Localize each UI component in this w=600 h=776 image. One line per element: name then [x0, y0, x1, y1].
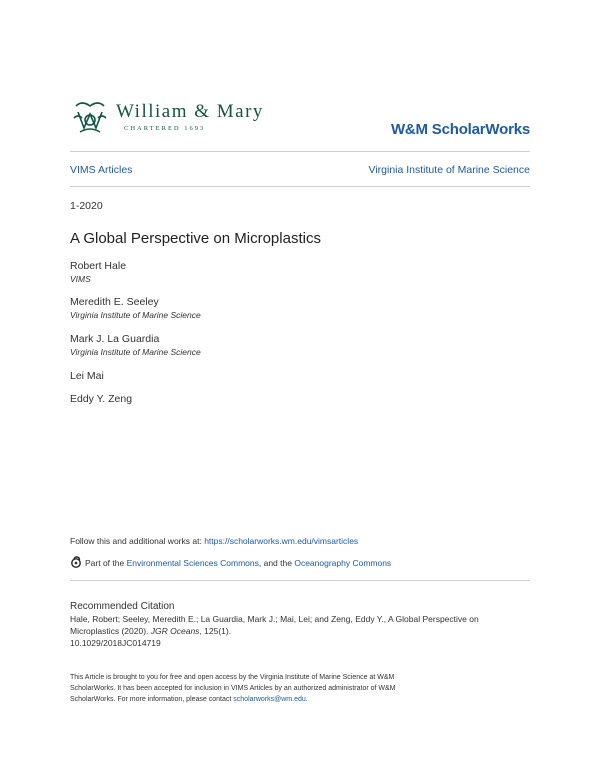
journal-name: JGR Oceans [150, 626, 200, 636]
collection-link[interactable]: VIMS Articles [70, 164, 133, 176]
doi: 10.1029/2018JC014719 [70, 638, 161, 648]
follow-prefix: Follow this and additional works at: [70, 536, 205, 546]
logo-charter: CHARTERED 1693 [124, 125, 206, 132]
citation-heading: Recommended Citation [70, 601, 175, 612]
oceanography-commons-link[interactable]: Oceanography Commons [294, 558, 392, 568]
environmental-sciences-commons-link[interactable]: Environmental Sciences Commons [126, 558, 259, 568]
wm-logo [72, 98, 312, 138]
citation-body [70, 613, 540, 649]
article-title: A Global Perspective on Microplastics [70, 230, 321, 247]
footer-text: ScholarWorks. For more information, please contact [70, 696, 234, 703]
part-of-line [70, 556, 391, 568]
follow-url-link[interactable]: https://scholarworks.wm.edu/vimsarticles [204, 536, 359, 546]
repository-name[interactable]: W&M ScholarWorks [390, 121, 530, 138]
citation-text: , 125(1). [199, 626, 232, 636]
footer-line: This Article is brought to you for free and open access by the Virginia Institute of Marine Science at W&M [70, 674, 395, 681]
divider [70, 186, 530, 187]
logo-name: William & Mary [116, 101, 264, 122]
access-statement [70, 672, 530, 705]
open-access-icon [70, 556, 82, 568]
footer-line: ScholarWorks. It has been accepted for inclusion in VIMS Articles by an authorized administrator of W&M [70, 685, 396, 692]
footer-text: . [305, 696, 308, 703]
citation-text: Microplastics (2020). [70, 626, 151, 636]
footer-line [70, 694, 530, 705]
cypher-crest-icon [72, 98, 108, 136]
author-name: Eddy Y. Zeng [70, 393, 133, 405]
author-affiliation: VIMS [70, 274, 91, 284]
author-name: Lei Mai [70, 370, 104, 382]
part-middle: , and the [258, 558, 295, 568]
divider [70, 580, 530, 581]
follow-line [70, 536, 358, 546]
citation-line [70, 625, 540, 637]
author-affiliation: Virginia Institute of Marine Science [70, 347, 201, 357]
divider [70, 151, 530, 152]
institution-link[interactable]: Virginia Institute of Marine Science [368, 164, 530, 176]
author-name: Meredith E. Seeley [70, 296, 159, 308]
publication-date: 1-2020 [70, 200, 103, 212]
author-name: Robert Hale [70, 260, 127, 272]
contact-email-link[interactable]: scholarworks@wm.edu [233, 696, 306, 703]
part-prefix: Part of the [85, 558, 127, 568]
author-name: Mark J. La Guardia [70, 333, 160, 345]
citation-line: Hale, Robert; Seeley, Meredith E.; La Guardia, Mark J.; Mai, Lei; and Zeng, Eddy Y., A Global Perspective on [70, 614, 479, 624]
author-affiliation: Virginia Institute of Marine Science [70, 310, 201, 320]
